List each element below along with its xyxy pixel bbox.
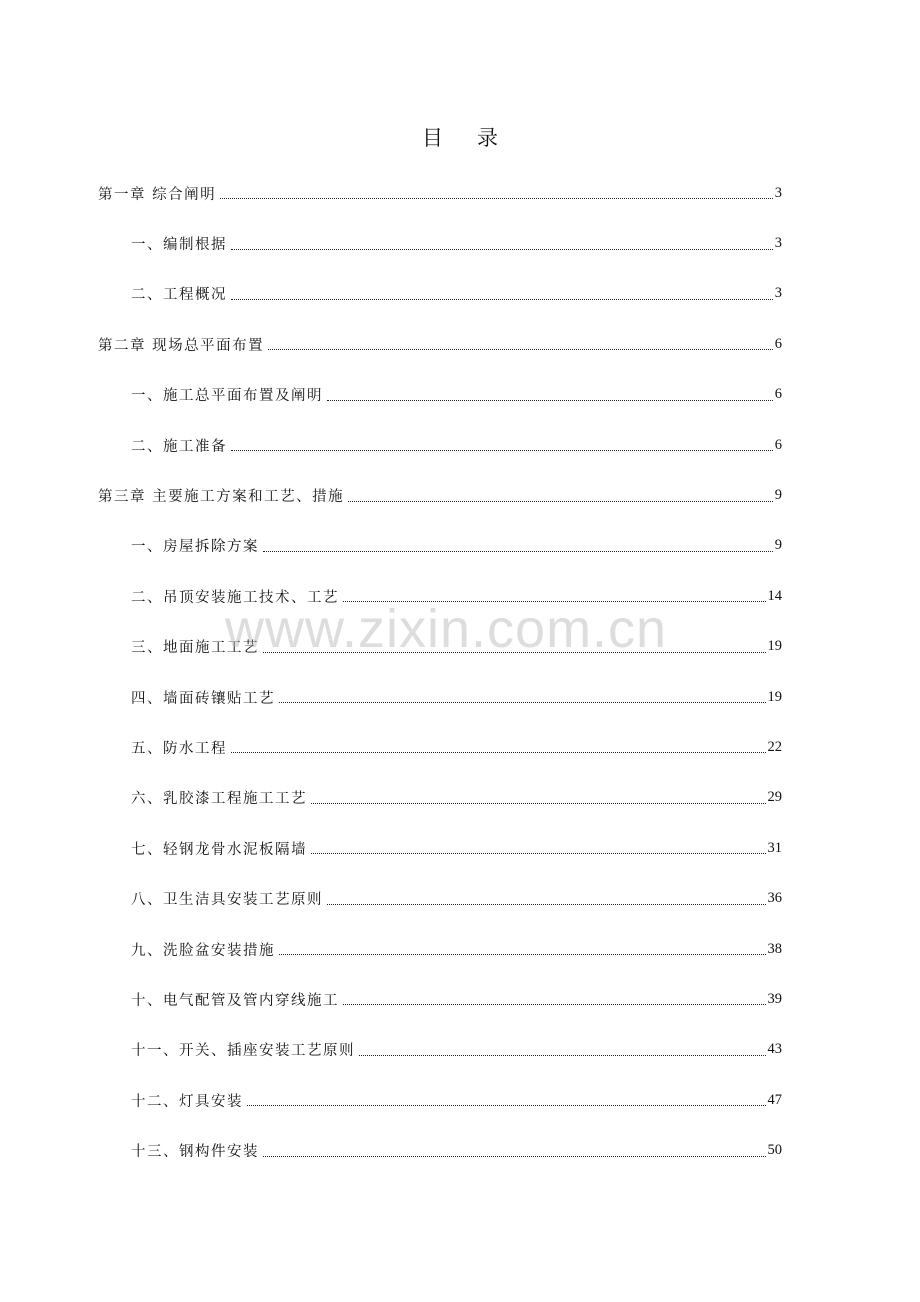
toc-entry-label: 一、施工总平面布置及阐明 (131, 388, 323, 405)
toc-leader-dots (220, 197, 773, 199)
toc-leader-dots (231, 298, 773, 300)
toc-leader-dots (231, 248, 773, 250)
toc-entry-label: 十一、开关、插座安装工艺原则 (131, 1043, 355, 1060)
toc-entry[interactable] (98, 571, 782, 621)
toc-entry-label: 十、电气配管及管内穿线施工 (131, 992, 339, 1009)
toc-leader-dots (231, 449, 773, 451)
toc-entry-page: 36 (767, 890, 782, 907)
toc-entry[interactable] (98, 269, 782, 319)
toc-entry[interactable] (98, 722, 782, 772)
toc-entry-page: 3 (774, 184, 782, 201)
toc-entry-page: 9 (774, 537, 782, 554)
watermark: www.zixin.com.cn (225, 599, 668, 659)
toc-entry[interactable] (98, 168, 782, 218)
toc-leader-dots (311, 802, 766, 804)
toc-entry[interactable] (98, 420, 782, 470)
toc-entry[interactable] (98, 370, 782, 420)
toc-entry-page: 19 (767, 688, 782, 705)
toc-entry[interactable] (98, 622, 782, 672)
page-title-char-2: 录 (477, 126, 498, 150)
toc-entry-label: 第二章 现场总平面布置 (98, 337, 265, 354)
toc-entry-label: 四、墙面砖镶贴工艺 (131, 690, 275, 707)
toc-entry[interactable] (98, 1075, 782, 1125)
toc-leader-dots (343, 600, 766, 602)
toc-entry-label: 三、地面施工工艺 (131, 640, 259, 657)
toc-entry[interactable] (98, 1125, 782, 1175)
toc-entry-label: 十三、钢构件安装 (131, 1144, 259, 1161)
page-title-char-1: 目 (422, 126, 443, 150)
toc-leader-dots (359, 1054, 766, 1056)
toc-entry-page: 19 (767, 638, 782, 655)
toc-entry-page: 47 (767, 1091, 782, 1108)
toc-entry[interactable] (98, 1025, 782, 1075)
toc-entry-label: 一、编制根据 (131, 237, 227, 254)
toc-entry-label: 第一章 综合阐明 (98, 186, 217, 203)
toc-leader-dots (343, 1003, 766, 1005)
toc-entry[interactable] (98, 218, 782, 268)
toc-entry-label: 第三章 主要施工方案和工艺、措施 (98, 489, 345, 506)
toc-entry-label: 六、乳胶漆工程施工工艺 (131, 791, 307, 808)
toc-leader-dots (247, 1104, 766, 1106)
toc-entry-label: 八、卫生洁具安装工艺原则 (131, 892, 323, 909)
toc-entry-label: 一、房屋拆除方案 (131, 539, 259, 556)
toc-leader-dots (268, 348, 773, 350)
toc-entry-page: 6 (774, 386, 782, 403)
toc-entry-page: 6 (774, 335, 782, 352)
toc-entry[interactable] (98, 974, 782, 1024)
toc-leader-dots (263, 651, 766, 653)
toc-entry[interactable] (98, 521, 782, 571)
toc-leader-dots (263, 1155, 766, 1157)
toc-entry[interactable] (98, 873, 782, 923)
page-title (0, 122, 920, 152)
toc-leader-dots (327, 903, 766, 905)
toc-entry-page: 43 (767, 1041, 782, 1058)
toc-entry[interactable] (98, 823, 782, 873)
toc-entry-page: 50 (767, 1142, 782, 1159)
toc-leader-dots (327, 399, 773, 401)
toc-leader-dots (311, 852, 766, 854)
toc-entry-label: 二、施工准备 (131, 438, 227, 455)
toc-entry-label: 九、洗脸盆安装措施 (131, 942, 275, 959)
toc-leader-dots (279, 953, 766, 955)
toc-entry-page: 38 (767, 940, 782, 957)
toc-leader-dots (279, 701, 766, 703)
toc-entry-label: 二、工程概况 (131, 287, 227, 304)
toc-leader-dots (348, 500, 773, 502)
toc-entry-page: 31 (767, 839, 782, 856)
toc-entry-page: 9 (774, 487, 782, 504)
toc-entry[interactable] (98, 924, 782, 974)
toc-entry-page: 22 (767, 738, 782, 755)
toc-entry-page: 29 (767, 789, 782, 806)
toc-entry-label: 十二、灯具安装 (131, 1093, 243, 1110)
toc-entry-label: 七、轻钢龙骨水泥板隔墙 (131, 841, 307, 858)
toc-entry[interactable] (98, 470, 782, 520)
toc-leader-dots (231, 751, 766, 753)
toc-entry[interactable] (98, 773, 782, 823)
toc-leader-dots (263, 550, 773, 552)
toc-entry-label: 五、防水工程 (131, 740, 227, 757)
toc-entry-label: 二、吊顶安装施工技术、工艺 (131, 589, 339, 606)
toc-entry-page: 3 (774, 235, 782, 252)
table-of-contents (98, 168, 782, 1176)
toc-entry-page: 39 (767, 990, 782, 1007)
toc-entry-page: 6 (774, 436, 782, 453)
toc-entry-page: 3 (774, 285, 782, 302)
toc-entry-page: 14 (767, 587, 782, 604)
toc-entry[interactable] (98, 672, 782, 722)
toc-entry[interactable] (98, 319, 782, 369)
